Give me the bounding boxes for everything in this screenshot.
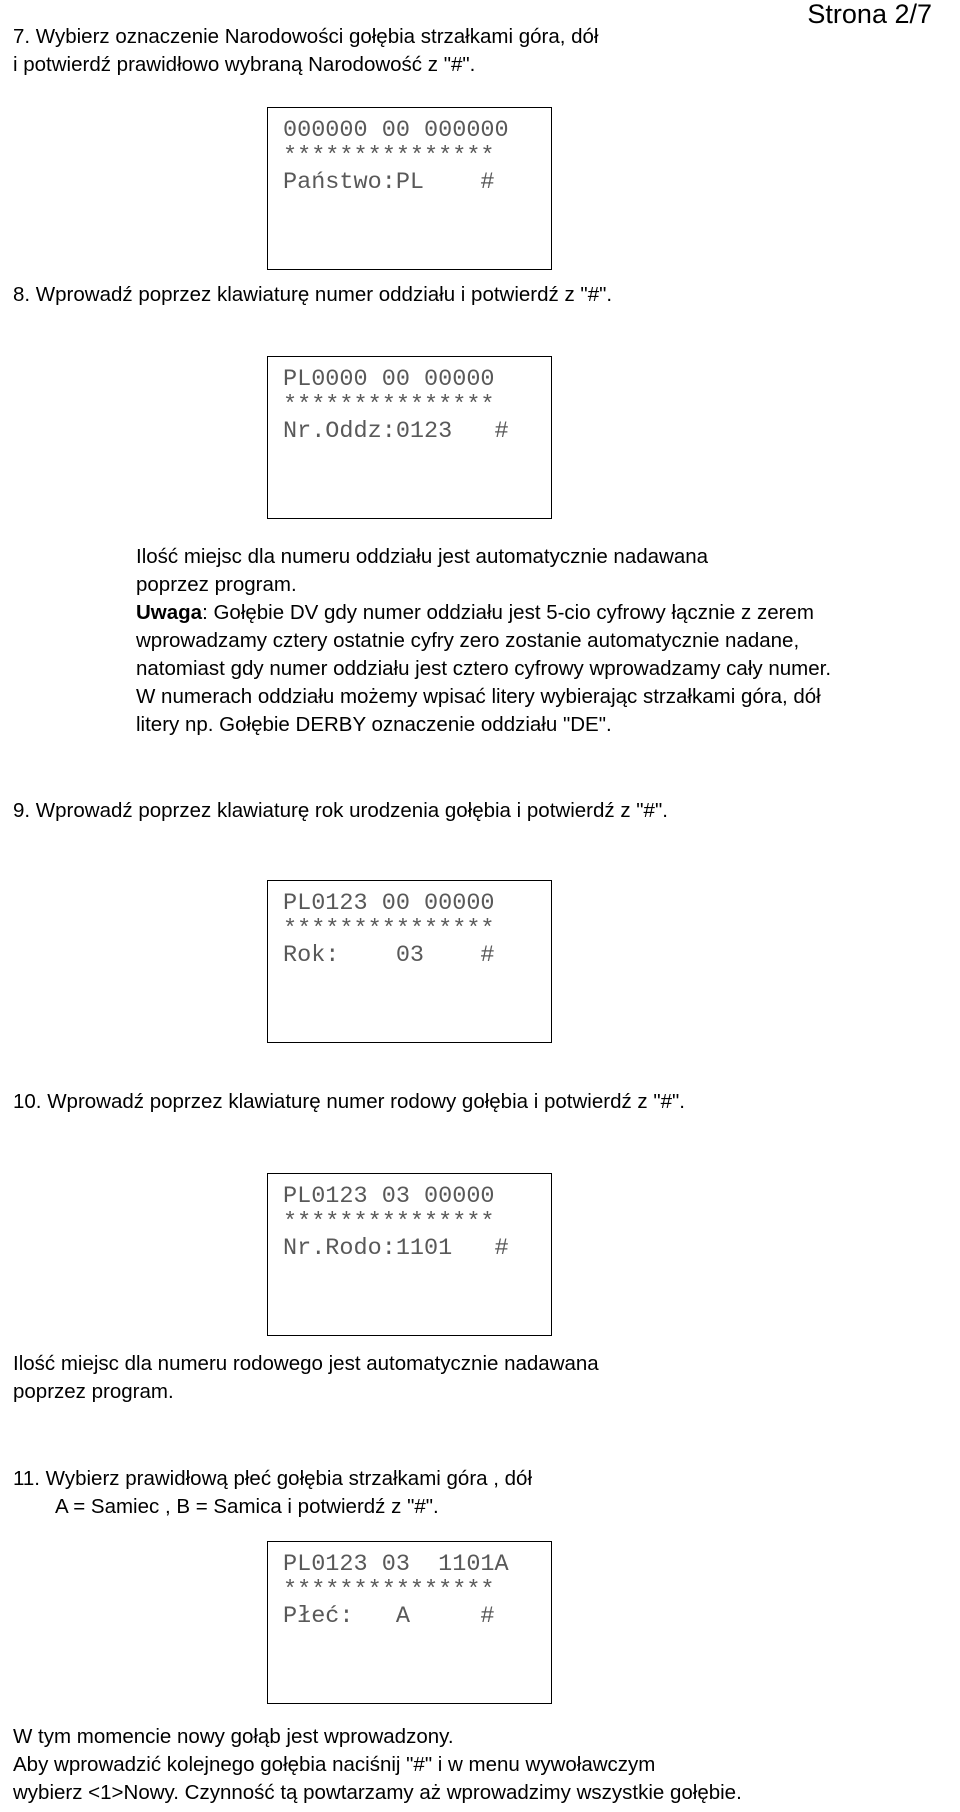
lcd-line-2: ***************: [283, 143, 495, 170]
step-8-lcd-display: [267, 356, 552, 519]
step-11-line-2: A = Samiec , B = Samica i potwierdź z "#".: [55, 1495, 439, 1518]
warning-first-text: : Gołębie DV gdy numer oddziału jest 5-cio cyfrowy łącznie z zerem: [202, 601, 814, 624]
step-11-line-1: 11. Wybierz prawidłową płeć gołębia strzałkami góra , dół: [13, 1467, 533, 1490]
lcd-line-3: Rok: 03 #: [283, 942, 495, 969]
lcd-line-2: ***************: [283, 1577, 495, 1604]
lcd-line-3: Płeć: A #: [283, 1603, 495, 1630]
page-number: Strona 2/7: [807, 0, 932, 29]
closing-line-1: W tym momencie nowy gołąb jest wprowadzony.: [13, 1725, 454, 1748]
step-8-note-line-2: poprzez program.: [136, 573, 297, 596]
step-8-warning-line-3: natomiast gdy numer oddziału jest cztero cyfrowy wprowadzamy cały numer.: [136, 657, 832, 680]
lcd-line-1: 000000 00 000000: [283, 117, 509, 144]
step-8-instruction: 8. Wprowadź poprzez klawiaturę numer oddziału i potwierdź z "#".: [13, 283, 613, 306]
step-7-line-1: 7. Wybierz oznaczenie Narodowości gołębia strzałkami góra, dół: [13, 25, 599, 48]
step-11-instruction: [13, 1465, 532, 1521]
step-8-warning: [136, 599, 831, 739]
lcd-line-1: PL0123 03 00000: [283, 1183, 495, 1210]
step-9-instruction: 9. Wprowadź poprzez klawiaturę rok urodzenia gołębia i potwierdź z "#".: [13, 799, 668, 822]
lcd-line-3: Nr.Oddz:0123 #: [283, 418, 509, 445]
step-8-note: [136, 543, 708, 599]
lcd-line-3: Nr.Rodo:1101 #: [283, 1235, 509, 1262]
step-10-instruction: 10. Wprowadź poprzez klawiaturę numer rodowy gołębia i potwierdź z "#".: [13, 1090, 686, 1113]
warning-label: Uwaga: [136, 601, 203, 624]
lcd-line-1: PL0000 00 00000: [283, 366, 495, 393]
step-10-note-line-1: Ilość miejsc dla numeru rodowego jest automatycznie nadawana: [13, 1352, 599, 1375]
step-10-lcd-display: [267, 1173, 552, 1336]
step-9-lcd-display: [267, 880, 552, 1043]
step-11-lcd-display: [267, 1541, 552, 1704]
lcd-line-2: ***************: [283, 916, 495, 943]
step-8-warning-line-2: wprowadzamy cztery ostatnie cyfry zero zostanie automatycznie nadane,: [136, 629, 800, 652]
lcd-line-1: PL0123 03 1101A: [283, 1551, 509, 1578]
lcd-line-1: PL0123 00 00000: [283, 890, 495, 917]
step-7-instruction: [13, 23, 598, 79]
step-10-note-line-2: poprzez program.: [13, 1380, 174, 1403]
step-8-warning-line-5: litery np. Gołębie DERBY oznaczenie oddziału "DE".: [136, 713, 612, 736]
lcd-line-2: ***************: [283, 392, 495, 419]
step-8-note-line-1: Ilość miejsc dla numeru oddziału jest automatycznie nadawana: [136, 545, 709, 568]
step-10-note: [13, 1350, 599, 1406]
step-8-warning-line-4: W numerach oddziału możemy wpisać litery wybierając strzałkami góra, dół: [136, 685, 821, 708]
lcd-line-2: ***************: [283, 1209, 495, 1236]
closing-text: [13, 1723, 742, 1807]
step-7-lcd-display: [267, 107, 552, 270]
step-8-warning-line-1: [136, 599, 831, 627]
closing-line-2: Aby wprowadzić kolejnego gołębia naciśnij "#" i w menu wywoławczym: [13, 1753, 656, 1776]
lcd-line-3: Państwo:PL #: [283, 169, 495, 196]
step-7-line-2: i potwierdź prawidłowo wybraną Narodowość z "#".: [13, 53, 476, 76]
closing-line-3: wybierz <1>Nowy. Czynność tą powtarzamy aż wprowadzimy wszystkie gołębie.: [13, 1781, 742, 1804]
